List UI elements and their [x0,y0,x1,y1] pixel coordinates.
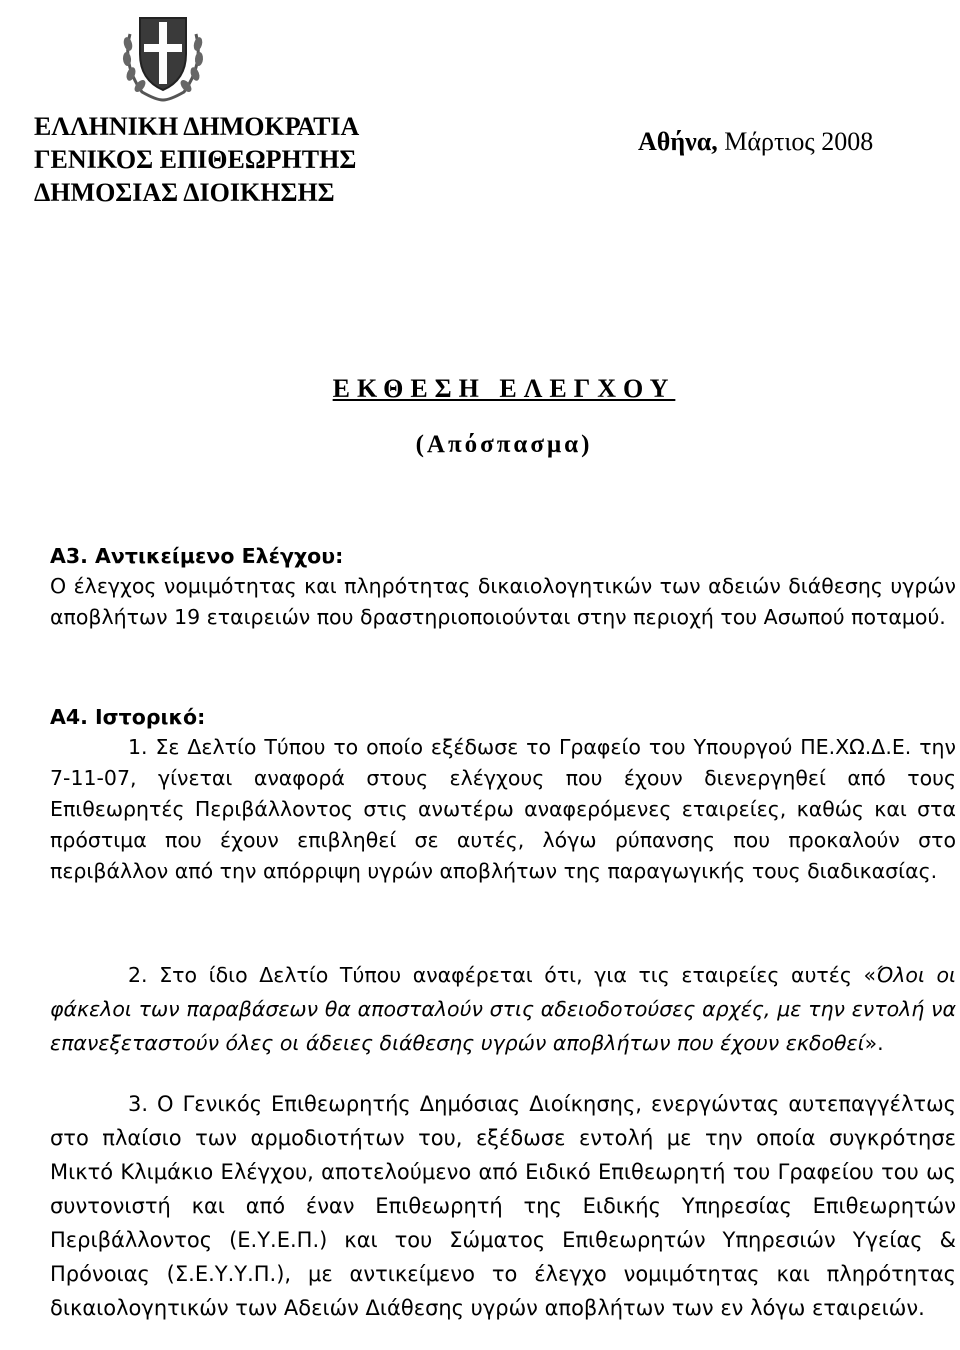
history-item-1: 1. Σε Δελτίο Τύπου το οποίο εξέδωσε το Γραφείο του Υπουργού ΠΕ.ΧΩ.Δ.Ε. την 7-11-07, γίνεται αναφορά στους ελέγχους που έχουν διενεργηθεί από τους Επιθεωρητές Περιβάλλοντος στις ανωτέρω αναφερόμενες εταιρείες, καθώς και στα πρόστιμα που έχουν επιβληθεί σε αυτές, λόγω ρύπανσης που προκαλούν στο περιβάλλον από την απόρριψη υγρών αποβλήτων της παραγωγικής τους διαδικασίας. [50,735,956,883]
history-item-2-end: ». [864,1031,884,1055]
date-line [638,127,873,157]
section-a4-heading: Α4. Ιστορικό: [50,705,206,729]
section-a3 [50,541,956,633]
date: Μάρτιος 2008 [724,127,874,156]
history-item-3 [50,1087,956,1325]
section-a3-text: Ο έλεγχος νομιμότητας και πληρότητας δικαιολογητικών των αδειών διάθεσης υγρών αποβλήτων 19 εταιρειών που δραστηριοποιούνται στην περιοχή του Ασωπού ποταμού. [50,574,956,629]
history-item-2-quote: Όλοι οι φάκελοι των παραβάσεων θα αποσταλούν στις αδειοδοτούσες αρχές, με την εντολή να επανεξεταστούν όλες οι άδειες διάθεσης υγρών αποβλήτων που έχουν εκδοθεί [50,963,956,1055]
issuer-block [34,110,359,209]
place: Αθήνα, [638,127,718,156]
history-item-2 [50,958,956,1060]
history-item-3-text: 3. Ο Γενικός Επιθεωρητής Δημόσιας Διοίκησης, ενεργώντας αυτεπαγγέλτως στο πλαίσιο των αρμοδιοτήτων του, εξέδωσε εντολή με την οποία συγκρότησε Μικτό Κλιμάκιο Ελέγχου, αποτελούμενο από Ειδικό Επιθεωρητή του Γραφείου του ως συντονιστή και από έναν Επιθεωρητή της Ειδικής Υπηρεσίας Επιθεωρητών Περιβάλλοντος (Ε.Υ.Ε.Π.) και του Σώματος Επιθεωρητών Υπηρεσιών Υγείας & Πρόνοιας (Σ.Ε.Υ.Υ.Π.), με αντικείμενο το έλεγχο νομιμότητας και πληρότητας δικαιολογητικών των Αδειών Διάθεσης υγρών αποβλήτων των εν λόγω εταιρειών. [50,1092,956,1320]
history-item-2-text: 2. Στο ίδιο Δελτίο Τύπου αναφέρεται ότι, για τις εταιρείες αυτές « [128,963,877,987]
section-a3-heading: Α3. Αντικείμενο Ελέγχου: [50,544,344,568]
section-a4 [50,702,956,887]
issuer-line: ΕΛΛΗΝΙΚΗ ΔΗΜΟΚΡΑΤΙΑ [34,112,360,141]
greek-coat-of-arms-icon [116,4,210,104]
issuer-line: ΓΕΝΙΚΟΣ ΕΠΙΘΕΩΡΗΤΗΣ [34,145,357,174]
document-subtitle: (Απόσπασμα) [415,431,593,458]
document-title: ΕΚΘΕΣΗ ΕΛΕΓΧΟΥ [332,374,676,403]
issuer-line: ΔΗΜΟΣΙΑΣ ΔΙΟΙΚΗΣΗΣ [34,178,335,207]
